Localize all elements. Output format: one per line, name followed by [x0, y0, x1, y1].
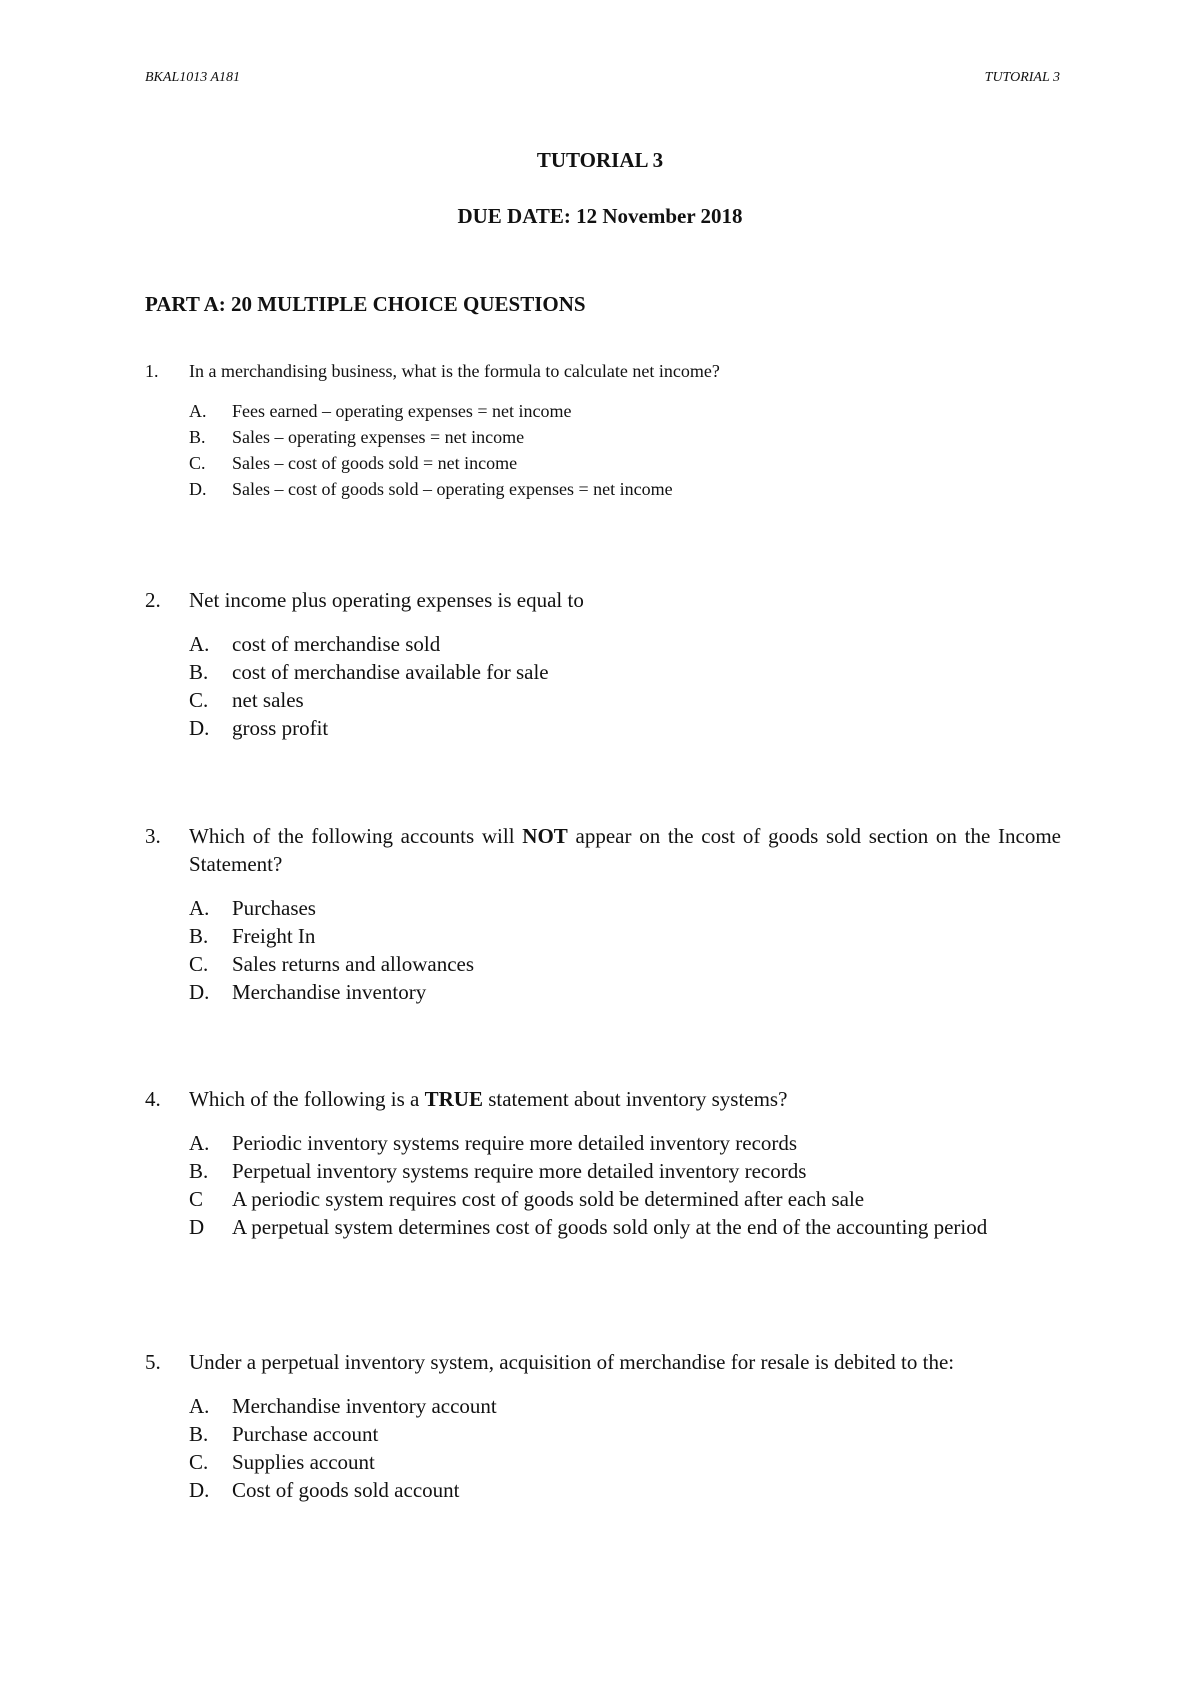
option-text: Supplies account — [232, 1450, 375, 1474]
option-text: Purchases — [232, 896, 316, 920]
option-letter: B. — [189, 1422, 209, 1446]
question-1 — [145, 358, 1061, 502]
option-text: Periodic inventory systems require more detailed inventory records — [232, 1131, 798, 1155]
option-letter: C. — [189, 952, 209, 976]
option-a — [189, 1392, 1061, 1420]
option-b — [189, 1420, 1061, 1448]
option-b — [189, 658, 1061, 686]
option-c — [189, 450, 1061, 476]
option-d — [189, 1213, 1061, 1241]
question-text: In a merchandising business, what is the formula to calculate net income? — [189, 361, 720, 381]
option-letter: A. — [189, 401, 207, 421]
question-3 — [145, 822, 1061, 1006]
option-list — [145, 1129, 1061, 1241]
question-stem — [145, 358, 1061, 384]
option-letter: B. — [189, 1159, 209, 1183]
question-stem — [145, 586, 1061, 614]
option-letter: C. — [189, 688, 209, 712]
option-c — [189, 1185, 1061, 1213]
question-text — [189, 1085, 1061, 1113]
question-5 — [145, 1348, 1061, 1504]
header-course-code: BKAL1013 A181 — [145, 70, 241, 85]
option-text: net sales — [232, 688, 304, 712]
option-list — [145, 1392, 1061, 1504]
question-text-part: Which of the following is a — [189, 1087, 425, 1111]
option-letter: A. — [189, 1394, 210, 1418]
option-b — [189, 1157, 1061, 1185]
question-text-part: Which of the following accounts will — [189, 824, 523, 848]
option-text: Cost of goods sold account — [232, 1478, 460, 1502]
option-text: Purchase account — [232, 1422, 379, 1446]
option-d — [189, 978, 1061, 1006]
option-a — [189, 894, 1061, 922]
option-d — [189, 1476, 1061, 1504]
option-letter: D. — [189, 716, 210, 740]
part-a-heading: PART A: 20 MULTIPLE CHOICE QUESTIONS — [145, 292, 586, 316]
due-date: DUE DATE: 12 November 2018 — [457, 204, 743, 228]
option-letter: A. — [189, 1131, 210, 1155]
option-text: Sales returns and allowances — [232, 952, 475, 976]
option-text: Merchandise inventory — [232, 980, 427, 1004]
option-text: Sales – cost of goods sold = net income — [232, 453, 518, 473]
option-letter: C — [189, 1187, 204, 1211]
option-letter: D. — [189, 1478, 210, 1502]
question-number: 1. — [145, 361, 159, 381]
question-stem — [145, 1348, 1061, 1376]
question-4 — [145, 1085, 1061, 1241]
question-text-part: statement about inventory systems? — [482, 1087, 788, 1111]
question-2 — [145, 586, 1061, 742]
question-stem — [145, 1085, 1061, 1113]
option-list — [145, 398, 1061, 502]
option-text: A perpetual system determines cost of goods sold only at the end of the accounting period — [232, 1215, 988, 1239]
option-c — [189, 950, 1061, 978]
question-text: Net income plus operating expenses is equal to — [189, 588, 584, 612]
option-list — [145, 894, 1061, 1006]
option-a — [189, 630, 1061, 658]
option-letter: B. — [189, 924, 209, 948]
option-text: cost of merchandise sold — [232, 632, 441, 656]
option-letter: D. — [189, 479, 207, 499]
option-a — [189, 398, 1061, 424]
option-letter: C. — [189, 1450, 209, 1474]
option-list — [145, 630, 1061, 742]
option-text: Freight In — [232, 924, 316, 948]
option-text: Sales – cost of goods sold – operating expenses = net income — [232, 479, 673, 499]
option-d — [189, 476, 1061, 502]
header-tutorial-label: TUTORIAL 3 — [984, 70, 1060, 85]
question-emphasis: NOT — [522, 824, 568, 848]
option-c — [189, 686, 1061, 714]
option-d — [189, 714, 1061, 742]
option-letter: C. — [189, 453, 206, 473]
option-letter: D. — [189, 980, 210, 1004]
question-text-part: appear on the cost of goods sold section on the Income Statement? — [189, 824, 1061, 876]
option-text: Perpetual inventory systems require more detailed inventory records — [232, 1159, 807, 1183]
question-text — [189, 822, 1061, 878]
option-a — [189, 1129, 1061, 1157]
page-title: TUTORIAL 3 — [536, 148, 664, 172]
option-letter: A. — [189, 896, 210, 920]
question-emphasis: TRUE — [424, 1087, 483, 1111]
option-letter: B. — [189, 660, 209, 684]
option-letter: D — [189, 1215, 205, 1239]
option-text: gross profit — [232, 716, 329, 740]
option-text: cost of merchandise available for sale — [232, 660, 549, 684]
option-text: Merchandise inventory account — [232, 1394, 497, 1418]
option-letter: B. — [189, 427, 206, 447]
question-number: 5. — [145, 1350, 161, 1374]
question-number: 3. — [145, 824, 161, 848]
question-stem — [145, 822, 1061, 878]
option-text: A periodic system requires cost of goods sold be determined after each sale — [232, 1187, 865, 1211]
question-number: 4. — [145, 1087, 161, 1111]
option-b — [189, 922, 1061, 950]
option-letter: A. — [189, 632, 210, 656]
question-text: Under a perpetual inventory system, acquisition of merchandise for resale is debited to the: — [189, 1350, 955, 1374]
option-b — [189, 424, 1061, 450]
question-number: 2. — [145, 588, 161, 612]
option-text: Fees earned – operating expenses = net income — [232, 401, 572, 421]
option-c — [189, 1448, 1061, 1476]
option-text: Sales – operating expenses = net income — [232, 427, 525, 447]
